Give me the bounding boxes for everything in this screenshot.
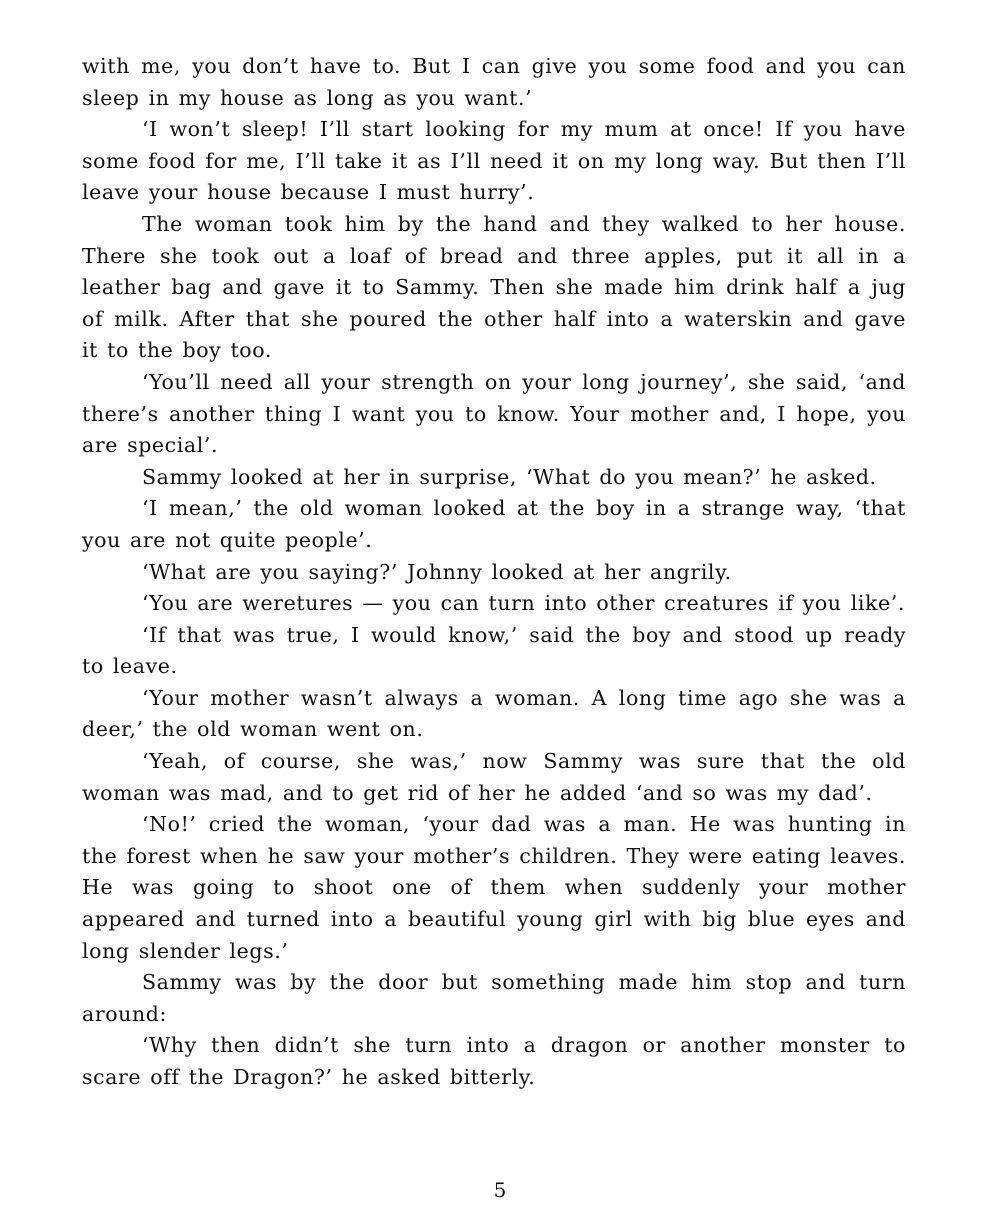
paragraph: ‘I won’t sleep! I’ll start looking for my mum at once! If you have some food for me, I’ll take it as I’ll need it on my long way. But then I’ll leave your house because I must hurry’. bbox=[82, 117, 906, 205]
paragraph: ‘Yeah, of course, she was,’ now Sammy was sure that the old woman was mad, and to get rid of her he added ‘and so was my dad’. bbox=[82, 749, 906, 805]
paragraph-continued: with me, you don’t have to. But I can give you some food and you can sleep in my house as long as you want.’ bbox=[82, 54, 906, 110]
paragraph: ‘You’ll need all your strength on your long journey’, she said, ‘and there’s another thing I want you to know. Your mother and, I hope, you are special’. bbox=[82, 369, 906, 458]
paragraph: ‘No!’ cried the woman, ‘your dad was a man. He was hunting in the forest when he saw your mother’s children. They were eating leaves. He was going to shoot one of them when suddenly your mother appeared and turned into a beautiful young girl with big blue eyes and long slender legs.’ bbox=[82, 812, 906, 963]
paragraph: The woman took him by the hand and they walked to her house. There she took out a loaf of bread and three apples, put it all in a leather bag and gave it to Sammy. Then she made him drink half a jug of milk. After that she poured the other half into a waterskin and gave it to the boy too. bbox=[82, 211, 906, 363]
paragraph: ‘If that was true, I would know,’ said the boy and stood up ready to leave. bbox=[82, 622, 906, 679]
paragraph: ‘Your mother wasn’t always a woman. A long time ago she was a deer,’ the old woman went on. bbox=[82, 685, 906, 742]
paragraph: ‘Why then didn’t she turn into a dragon or another monster to scare off the Dragon?’ he asked bitterly. bbox=[82, 1033, 906, 1089]
page-number: 5 bbox=[493, 1178, 507, 1202]
paragraph: ‘You are weretures — you can turn into other creatures if you like’. bbox=[142, 591, 905, 616]
paragraph: ‘What are you saying?’ Johnny looked at her angrily. bbox=[142, 559, 732, 584]
page-body bbox=[82, 51, 906, 1094]
paragraph: ‘I mean,’ the old woman looked at the boy in a strange way, ‘that you are not quite people’. bbox=[82, 496, 906, 552]
paragraph: Sammy looked at her in surprise, ‘What do you mean?’ he asked. bbox=[142, 464, 877, 489]
paragraph: Sammy was by the door but something made him stop and turn around: bbox=[82, 970, 906, 1026]
